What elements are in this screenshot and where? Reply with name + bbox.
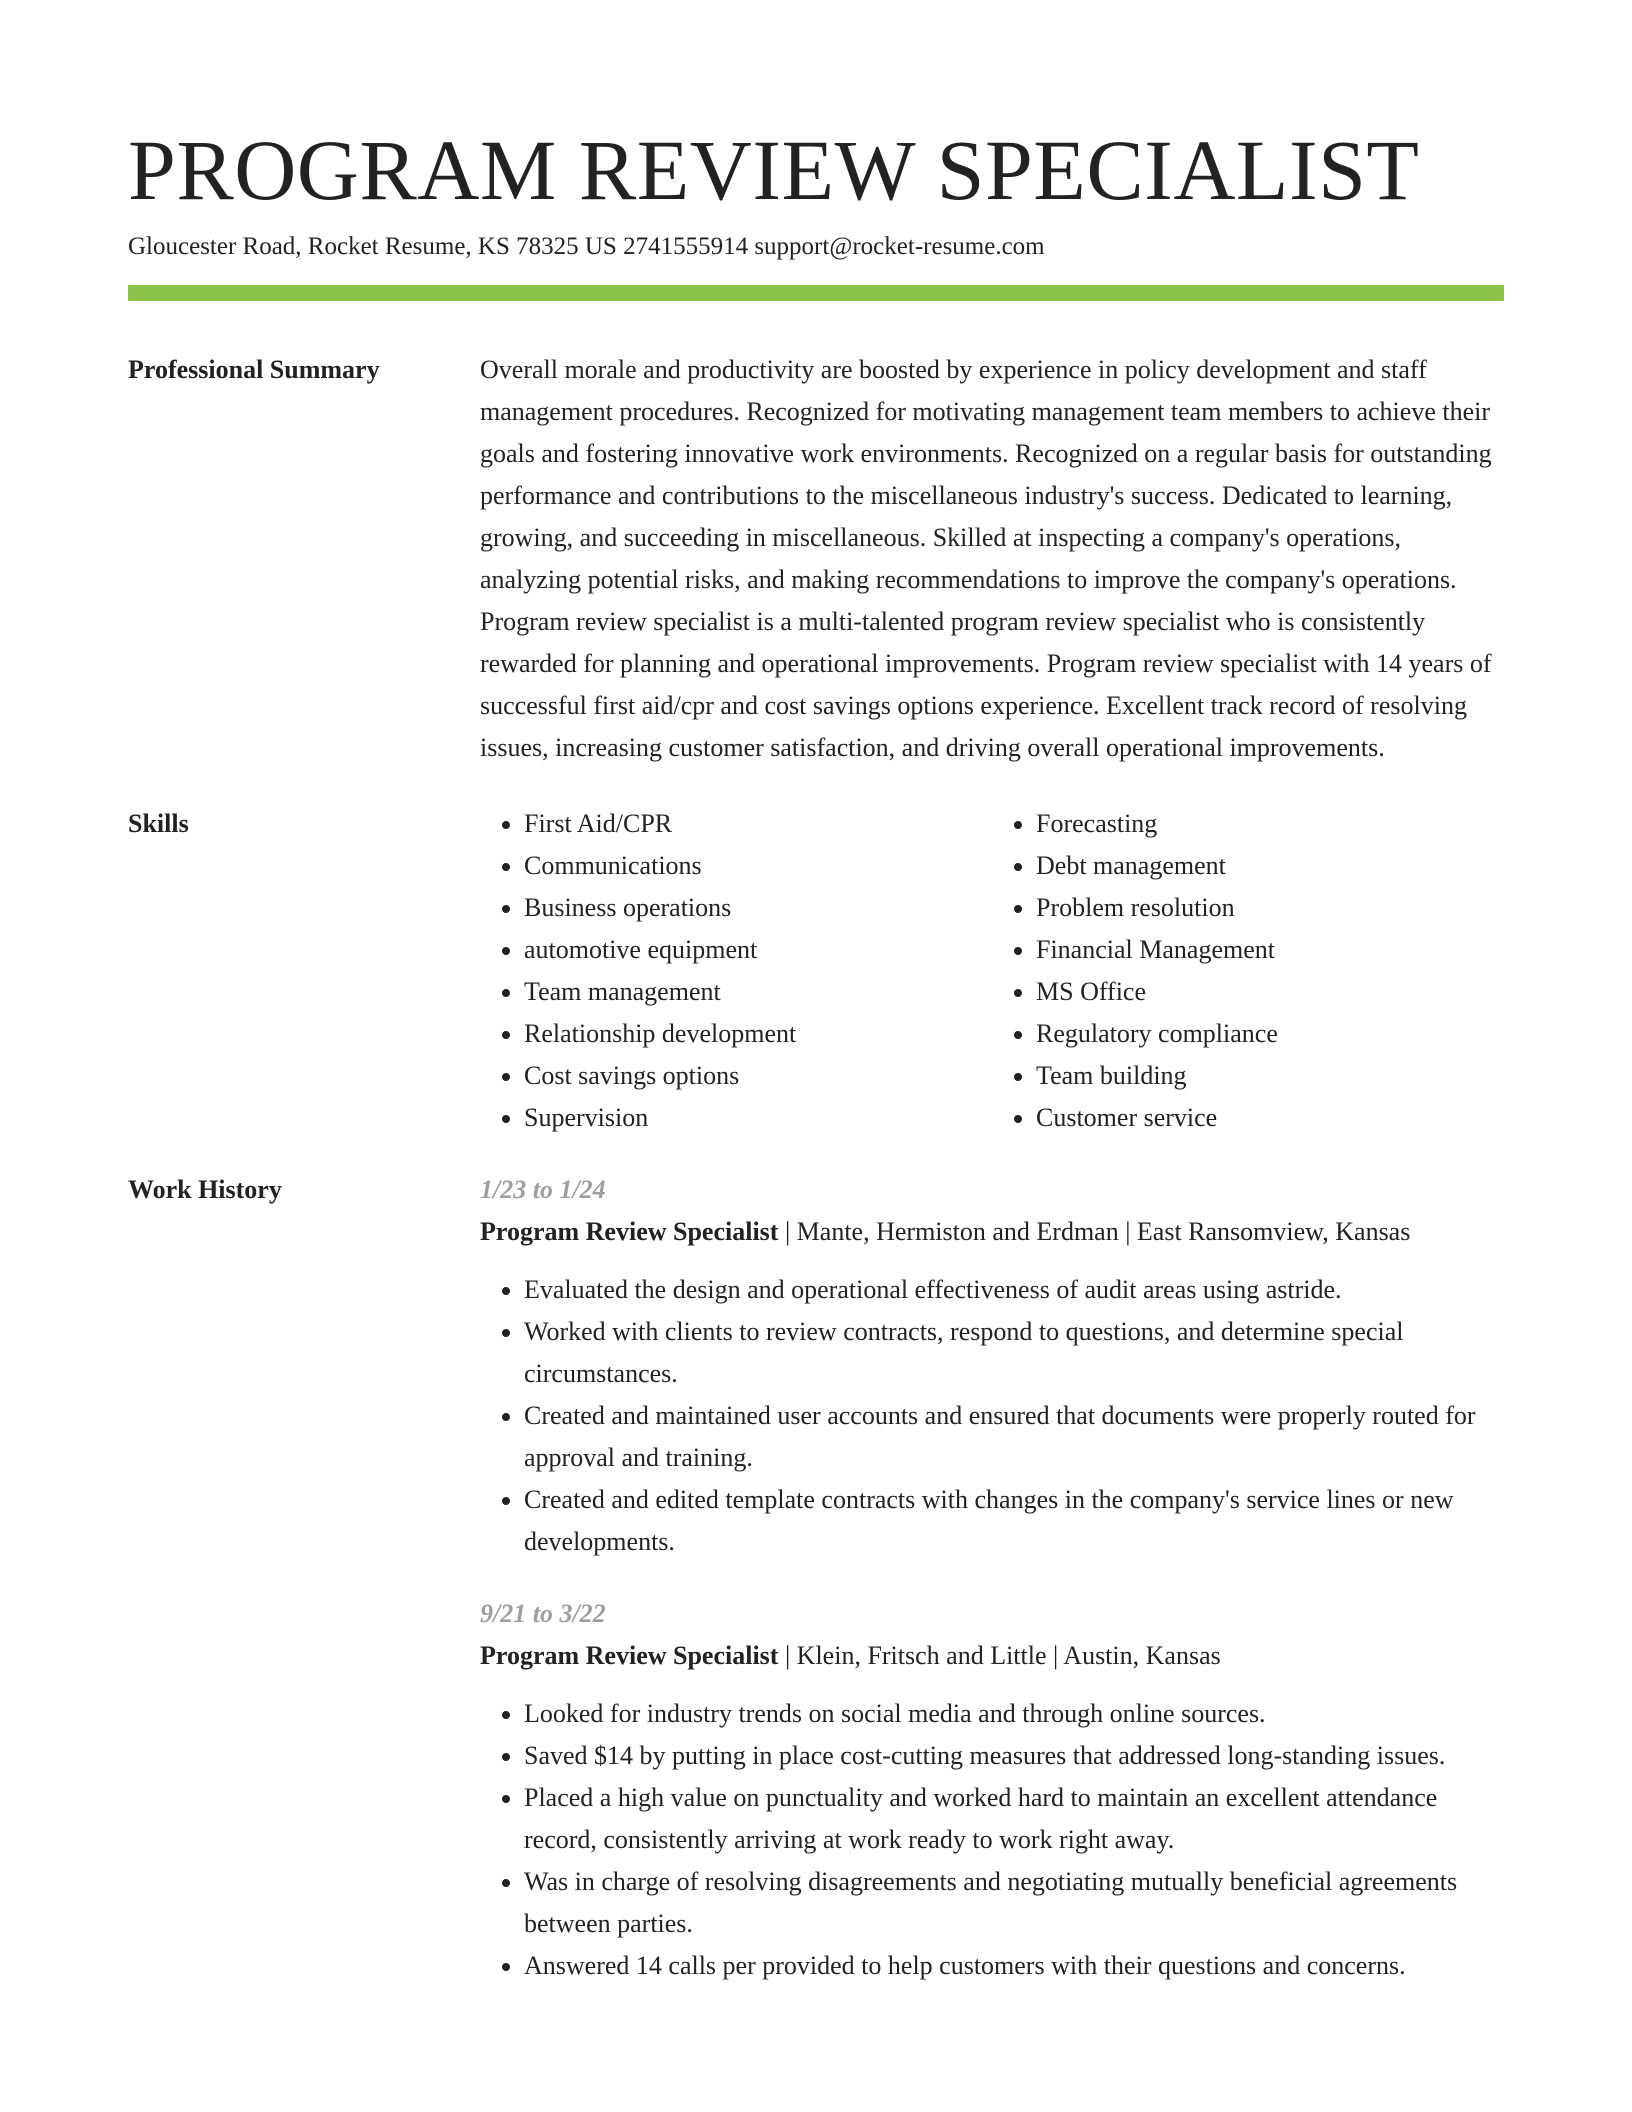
job-details: | Klein, Fritsch and Little | Austin, Kansas [778, 1641, 1221, 1670]
job-bullet: • Created and edited template contracts with changes in the company's service lines or new developments. [524, 1479, 1504, 1563]
skill-item: • automotive equipment [524, 929, 992, 971]
job-bullet: • Answered 14 calls per provided to help customers with their questions and concerns. [524, 1945, 1504, 1987]
job-bullet: • Was in charge of resolving disagreements and negotiating mutually beneficial agreements between parties. [524, 1861, 1504, 1945]
skill-item: • MS Office [1036, 971, 1504, 1013]
skills-list-left [480, 803, 992, 1139]
section-heading-summary: Professional Summary [128, 355, 380, 384]
summary-text: Overall morale and productivity are boosted by experience in policy development and staff management procedures. Recognized for motivating management team members to achieve their goals and fostering innovative work environments. Recognized on a regular basis for outstanding performance and contributions to the miscellaneous industry's success. Dedicated to learning, growing, and succeeding in miscellaneous. Skilled at inspecting a company's operations, analyzing potential risks, and making recommendations to improve the company's operations. Program review specialist is a multi-talented program review specialist who is consistently rewarded for planning and operational improvements. Program review specialist with 14 years of successful first aid/cpr and cost savings options experience. Excellent track record of resolving issues, increasing customer satisfaction, and driving overall operational improvements. [480, 355, 1492, 762]
skill-item: • Cost savings options [524, 1055, 992, 1097]
job-details: | Mante, Hermiston and Erdman | East Ransomview, Kansas [778, 1217, 1411, 1246]
skill-item: • Business operations [524, 887, 992, 929]
skill-item: • Debt management [1036, 845, 1504, 887]
skill-item: • Team building [1036, 1055, 1504, 1097]
skill-item: • Supervision [524, 1097, 992, 1139]
job-bullets [480, 1693, 1504, 1987]
resume-page [128, 122, 1504, 2017]
skill-item: • First Aid/CPR [524, 803, 992, 845]
job-bullets [480, 1269, 1504, 1563]
job-entry [480, 1169, 1504, 1563]
accent-divider [128, 285, 1504, 301]
work-history-body [480, 1169, 1504, 2017]
job-entry [480, 1593, 1504, 1987]
job-dates: 9/21 to 3/22 [480, 1599, 606, 1628]
skill-item: • Forecasting [1036, 803, 1504, 845]
skills-list-right [992, 803, 1504, 1139]
section-heading-skills: Skills [128, 809, 189, 838]
job-bullet: • Looked for industry trends on social media and through online sources. [524, 1693, 1504, 1735]
skill-item: • Communications [524, 845, 992, 887]
skills-body [480, 803, 1504, 1139]
skill-item: • Problem resolution [1036, 887, 1504, 929]
job-bullet: • Evaluated the design and operational effectiveness of audit areas using astride. [524, 1269, 1504, 1311]
job-title: Program Review Specialist [480, 1641, 779, 1670]
contact-line: Gloucester Road, Rocket Resume, KS 78325 US 2741555914 support@rocket-resume.com [128, 233, 1045, 260]
job-header [480, 1211, 1504, 1253]
job-header [480, 1635, 1504, 1677]
job-bullet: • Created and maintained user accounts and ensured that documents were properly routed for approval and training. [524, 1395, 1504, 1479]
skill-item: • Financial Management [1036, 929, 1504, 971]
work-history-section [128, 1169, 1504, 2017]
skills-section [128, 803, 1504, 1139]
page-title: PROGRAM REVIEW SPECIALIST [128, 122, 1420, 218]
section-heading-work: Work History [128, 1175, 282, 1204]
skill-item: • Team management [524, 971, 992, 1013]
job-title: Program Review Specialist [480, 1217, 779, 1246]
job-bullet: • Worked with clients to review contracts, respond to questions, and determine special circumstances. [524, 1311, 1504, 1395]
professional-summary-section [128, 349, 1504, 769]
job-bullet: • Placed a high value on punctuality and worked hard to maintain an excellent attendance record, consistently arriving at work ready to work right away. [524, 1777, 1504, 1861]
skill-item: • Customer service [1036, 1097, 1504, 1139]
job-dates: 1/23 to 1/24 [480, 1175, 606, 1204]
skill-item: • Relationship development [524, 1013, 992, 1055]
skill-item: • Regulatory compliance [1036, 1013, 1504, 1055]
skills-grid [480, 803, 1504, 1139]
job-bullet: • Saved $14 by putting in place cost-cutting measures that addressed long-standing issues. [524, 1735, 1504, 1777]
